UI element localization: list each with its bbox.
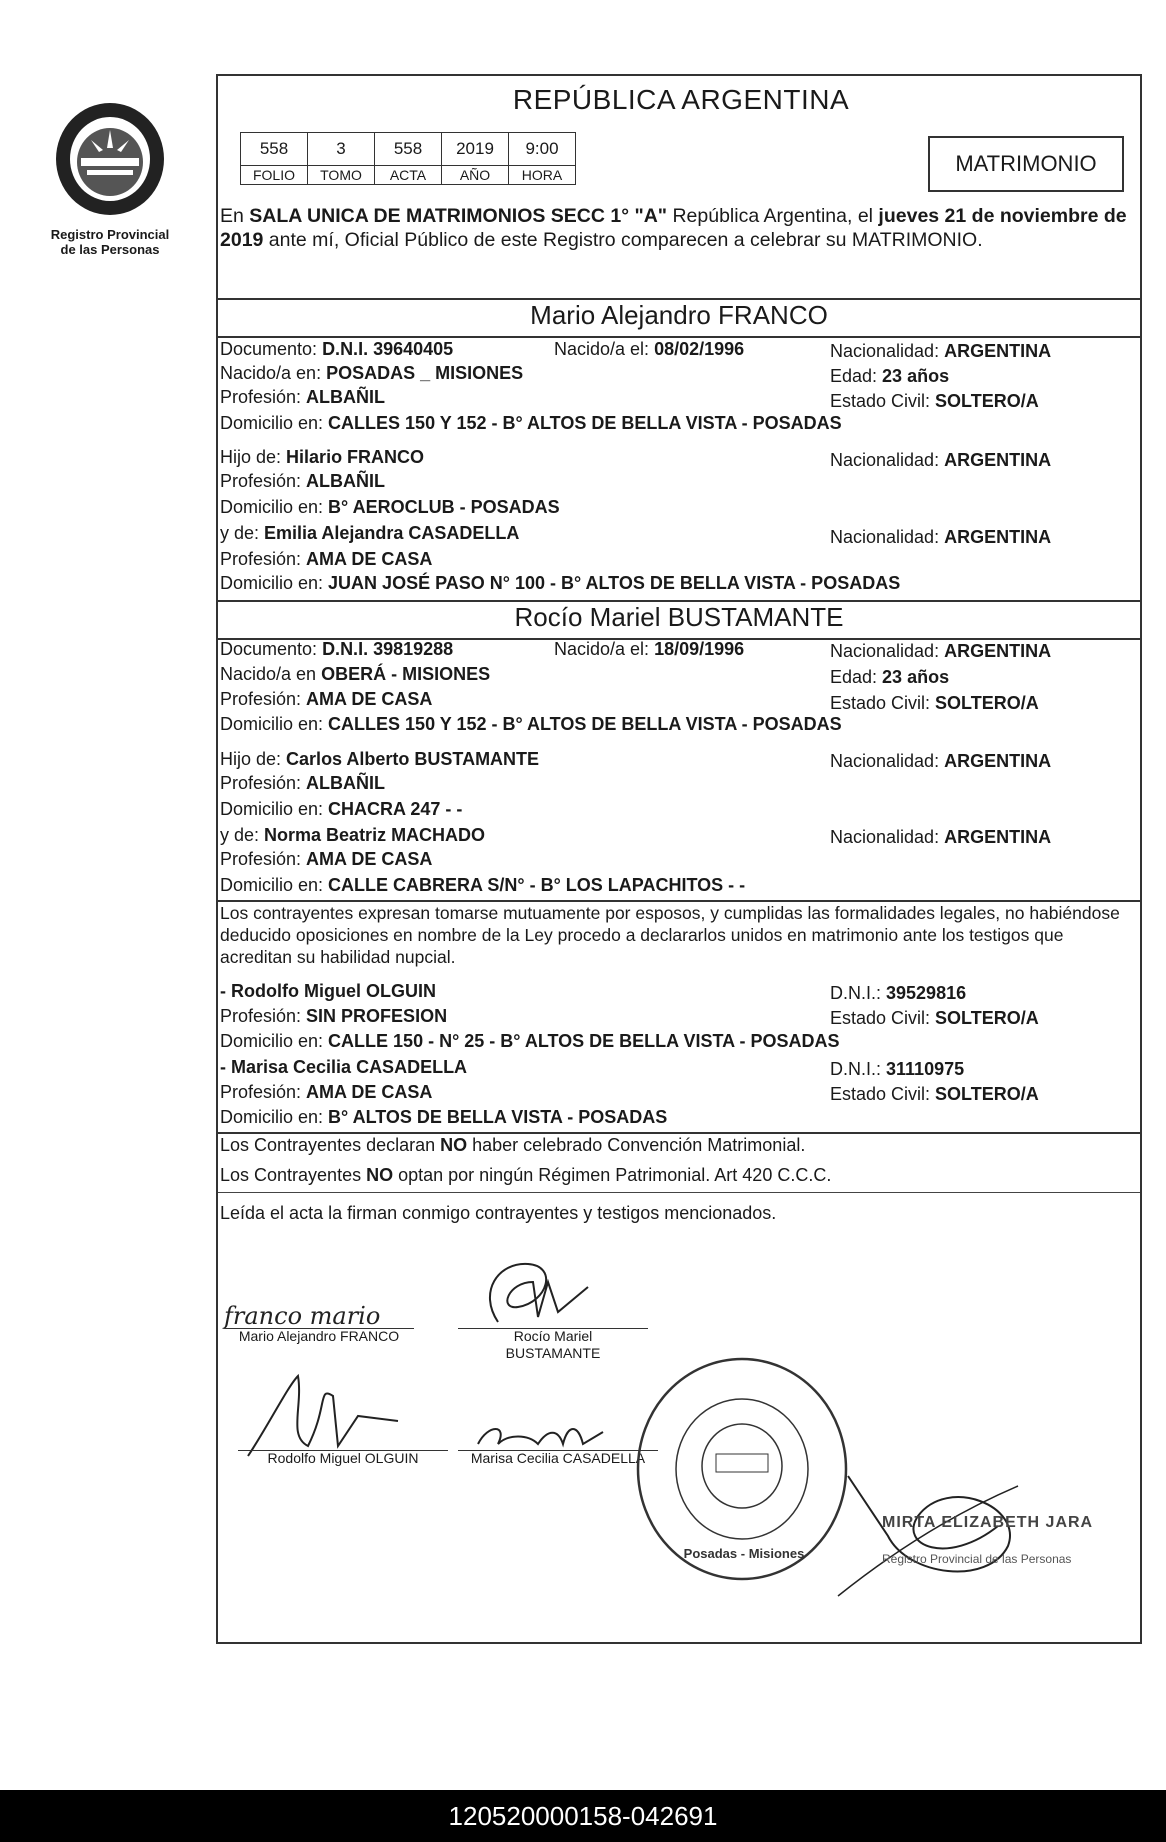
year-value: 2019 <box>442 133 509 166</box>
official-name: MIRTA ELIZABETH JARA <box>882 1514 1094 1531</box>
bride-signature-scribble <box>458 1252 598 1332</box>
bride-civil-status <box>830 692 1039 714</box>
value: ARGENTINA <box>944 341 1052 361</box>
intro-text-3: ante mí, Oficial Público de este Registro comparecen a celebrar su MATRIMONIO. <box>263 229 983 251</box>
value: AMA DE CASA <box>306 549 433 569</box>
value: CALLES 150 Y 152 - B° ALTOS DE BELLA VISTA - POSADAS <box>328 413 842 433</box>
label: Estado Civil: <box>830 1008 936 1028</box>
acta-label: ACTA <box>375 166 442 185</box>
label: Documento: <box>220 339 323 359</box>
value: 08/02/1996 <box>654 339 745 359</box>
text: haber celebrado Convención Matrimonial. <box>467 1135 806 1155</box>
label: Profesión: <box>220 1082 307 1102</box>
tomo-value: 3 <box>308 133 375 166</box>
value: 18/09/1996 <box>654 639 745 659</box>
label: Edad: <box>830 366 883 386</box>
label: Profesión: <box>220 549 307 569</box>
value: 31110975 <box>886 1059 965 1079</box>
value: ARGENTINA <box>944 641 1052 661</box>
stamp-city: Posadas - Misiones <box>683 1546 805 1561</box>
label: D.N.I.: <box>830 983 887 1003</box>
bride-signature-line2: BUSTAMANTE <box>505 1345 601 1361</box>
value: ARGENTINA <box>944 527 1052 547</box>
provincial-seal-icon <box>51 100 169 218</box>
official-title: Registro Provincial de las Personas <box>882 1552 1072 1566</box>
label: y de: <box>220 523 265 543</box>
groom-handwritten-signature: franco mario <box>224 1302 381 1330</box>
value: JUAN JOSÉ PASO N° 100 - B° ALTOS DE BELLA VISTA - POSADAS <box>328 573 901 593</box>
bride-nationality <box>830 640 1051 662</box>
text: Los Contrayentes declaran <box>220 1135 441 1155</box>
groom-mother-address <box>220 572 900 594</box>
value: ARGENTINA <box>944 450 1052 470</box>
label: Nacionalidad: <box>830 341 945 361</box>
label: Nacido/a en: <box>220 363 327 383</box>
value: CALLE CABRERA S/N° - B° LOS LAPACHITOS - - <box>328 875 746 895</box>
marriage-certificate <box>216 74 1142 1644</box>
label: Estado Civil: <box>830 1084 936 1104</box>
year-label: AÑO <box>442 166 509 185</box>
bride-mother <box>220 824 485 846</box>
bride-mother-profession <box>220 848 432 870</box>
label: Profesión: <box>220 773 307 793</box>
bride-mother-address <box>220 874 745 896</box>
witness1-address <box>220 1030 840 1052</box>
value: Norma Beatriz MACHADO <box>264 825 486 845</box>
witness2-profession <box>220 1081 432 1103</box>
label: Nacionalidad: <box>830 641 945 661</box>
document-number-bar: 120520000158-042691 <box>0 1790 1166 1842</box>
bride-father <box>220 748 539 770</box>
label: Nacionalidad: <box>830 527 945 547</box>
bride-birthplace <box>220 663 490 685</box>
witness1-civil-status <box>830 1007 1039 1029</box>
value: SOLTERO/A <box>935 693 1039 713</box>
bride-father-profession <box>220 772 385 794</box>
groom-nationality <box>830 340 1051 362</box>
text: Los Contrayentes <box>220 1165 367 1185</box>
witness1-signature-label: Rodolfo Miguel OLGUIN <box>267 1450 419 1466</box>
witness1-dni <box>830 982 966 1004</box>
label: Estado Civil: <box>830 391 936 411</box>
label: Domicilio en: <box>220 799 329 819</box>
value: POSADAS _ MISIONES <box>326 363 524 383</box>
value: ALBAÑIL <box>306 773 386 793</box>
groom-birthdate <box>554 338 744 360</box>
label: Nacido/a en <box>220 664 322 684</box>
bride-father-address <box>220 798 462 820</box>
value: ALBAÑIL <box>306 471 386 491</box>
text: NO <box>366 1165 394 1185</box>
value: ARGENTINA <box>944 827 1052 847</box>
label: Edad: <box>830 667 883 687</box>
label: Domicilio en: <box>220 497 329 517</box>
groom-father-address <box>220 496 560 518</box>
acta-value: 558 <box>375 133 442 166</box>
groom-name: Mario Alejandro FRANCO <box>530 300 828 330</box>
bride-profession <box>220 688 432 710</box>
witness2-name <box>220 1056 467 1078</box>
patrimonial-regime-line <box>220 1164 831 1186</box>
witness1-name <box>220 980 436 1002</box>
logo-caption-line2: de las Personas <box>60 242 160 257</box>
registry-logo <box>40 100 180 257</box>
witness2-dni <box>830 1058 964 1080</box>
value: B° AEROCLUB - POSADAS <box>328 497 560 517</box>
bride-age <box>830 666 949 688</box>
bride-signature-line1: Rocío Mariel <box>513 1328 593 1344</box>
value: D.N.I. 39819288 <box>322 639 454 659</box>
groom-signature-label: Mario Alejandro FRANCO <box>238 1328 400 1344</box>
witness2-signature-label: Marisa Cecilia CASADELLA <box>470 1450 646 1466</box>
bride-birthdate <box>554 638 744 660</box>
value: Hilario FRANCO <box>286 447 425 467</box>
label: Profesión: <box>220 387 307 407</box>
groom-address <box>220 412 842 434</box>
divider <box>218 1192 1140 1193</box>
groom-civil-status <box>830 390 1039 412</box>
intro-text-1: En <box>220 205 250 227</box>
groom-document <box>220 338 453 360</box>
closing-line: Leída el acta la firman conmigo contrayentes y testigos mencionados. <box>220 1203 777 1223</box>
intro-date: jueves 21 de noviembre de 2019 <box>220 205 1127 251</box>
label: Nacido/a el: <box>554 639 655 659</box>
value: AMA DE CASA <box>306 689 433 709</box>
groom-father-profession <box>220 470 385 492</box>
label: Hijo de: <box>220 749 287 769</box>
label: Nacionalidad: <box>830 751 945 771</box>
label: Domicilio en: <box>220 1031 329 1051</box>
label: Profesión: <box>220 689 307 709</box>
bride-name: Rocío Mariel BUSTAMANTE <box>514 602 844 632</box>
register-table <box>240 132 576 185</box>
groom-mother-nationality <box>830 526 1051 548</box>
groom-profession <box>220 386 385 408</box>
value: B° ALTOS DE BELLA VISTA - POSADAS <box>328 1107 668 1127</box>
label: Domicilio en: <box>220 573 329 593</box>
bride-address <box>220 713 842 735</box>
label: Domicilio en: <box>220 714 329 734</box>
value: OBERÁ - MISIONES <box>321 664 491 684</box>
act-type-box: MATRIMONIO <box>928 136 1124 192</box>
value: CHACRA 247 - - <box>328 799 463 819</box>
groom-father <box>220 446 424 468</box>
text: optan por ningún Régimen Patrimonial. Art 420 C.C.C. <box>393 1165 832 1185</box>
intro-text-2: República Argentina, el <box>667 205 879 227</box>
value: - Marisa Cecilia CASADELLA <box>220 1057 468 1077</box>
groom-age <box>830 365 949 387</box>
groom-birthplace <box>220 362 523 384</box>
label: Documento: <box>220 639 323 659</box>
value: ARGENTINA <box>944 751 1052 771</box>
label: Hijo de: <box>220 447 287 467</box>
intro-paragraph <box>220 204 1138 252</box>
groom-mother <box>220 522 519 544</box>
value: SOLTERO/A <box>935 391 1039 411</box>
hour-value: 9:00 <box>509 133 576 166</box>
bride-father-nationality <box>830 750 1051 772</box>
hour-label: HORA <box>509 166 576 185</box>
label: Profesión: <box>220 1006 307 1026</box>
groom-father-nationality <box>830 449 1051 471</box>
label: Estado Civil: <box>830 693 936 713</box>
value: ALBAÑIL <box>306 387 386 407</box>
value: CALLE 150 - N° 25 - B° ALTOS DE BELLA VISTA - POSADAS <box>328 1031 840 1051</box>
label: Profesión: <box>220 471 307 491</box>
tomo-label: TOMO <box>308 166 375 185</box>
logo-caption-line1: Registro Provincial <box>50 227 170 242</box>
value: 23 años <box>882 366 950 386</box>
bride-document <box>220 638 453 660</box>
label: Nacionalidad: <box>830 450 945 470</box>
value: SIN PROFESION <box>306 1006 448 1026</box>
witness2-address <box>220 1106 667 1128</box>
bride-mother-nationality <box>830 826 1051 848</box>
label: Nacionalidad: <box>830 827 945 847</box>
witness2-signature-scribble <box>468 1414 618 1454</box>
value: Carlos Alberto BUSTAMANTE <box>286 749 540 769</box>
label: Domicilio en: <box>220 413 329 433</box>
label: Domicilio en: <box>220 875 329 895</box>
value: SOLTERO/A <box>935 1008 1039 1028</box>
label: Domicilio en: <box>220 1107 329 1127</box>
bride-signature-label <box>458 1328 648 1362</box>
label: y de: <box>220 825 265 845</box>
value: 23 años <box>882 667 950 687</box>
value: 39529816 <box>886 983 967 1003</box>
value: CALLES 150 Y 152 - B° ALTOS DE BELLA VISTA - POSADAS <box>328 714 842 734</box>
country-title: REPÚBLICA ARGENTINA <box>512 84 850 115</box>
value: SOLTERO/A <box>935 1084 1039 1104</box>
value: Emilia Alejandra CASADELLA <box>264 523 520 543</box>
convention-line <box>220 1134 805 1156</box>
value: AMA DE CASA <box>306 1082 433 1102</box>
text: NO <box>440 1135 468 1155</box>
value: - Rodolfo Miguel OLGUIN <box>220 981 436 1001</box>
label: Nacido/a el: <box>554 339 655 359</box>
groom-mother-profession <box>220 548 432 570</box>
intro-place: SALA UNICA DE MATRIMONIOS SECC 1° "A" <box>249 205 668 227</box>
label: D.N.I.: <box>830 1059 887 1079</box>
value: D.N.I. 39640405 <box>322 339 454 359</box>
witness1-profession <box>220 1005 447 1027</box>
label: Profesión: <box>220 849 307 869</box>
folio-value: 558 <box>241 133 308 166</box>
witness2-civil-status <box>830 1083 1039 1105</box>
declaration-paragraph: Los contrayentes expresan tomarse mutuamente por esposos, y cumplidas las formalidades legales, no habiéndose deducido oposiciones en nombre de la Ley procedo a declararlos unidos en matrimonio ante los testigos que acreditan su habilidad nupcial. <box>220 903 1120 967</box>
folio-label: FOLIO <box>241 166 308 185</box>
value: AMA DE CASA <box>306 849 433 869</box>
